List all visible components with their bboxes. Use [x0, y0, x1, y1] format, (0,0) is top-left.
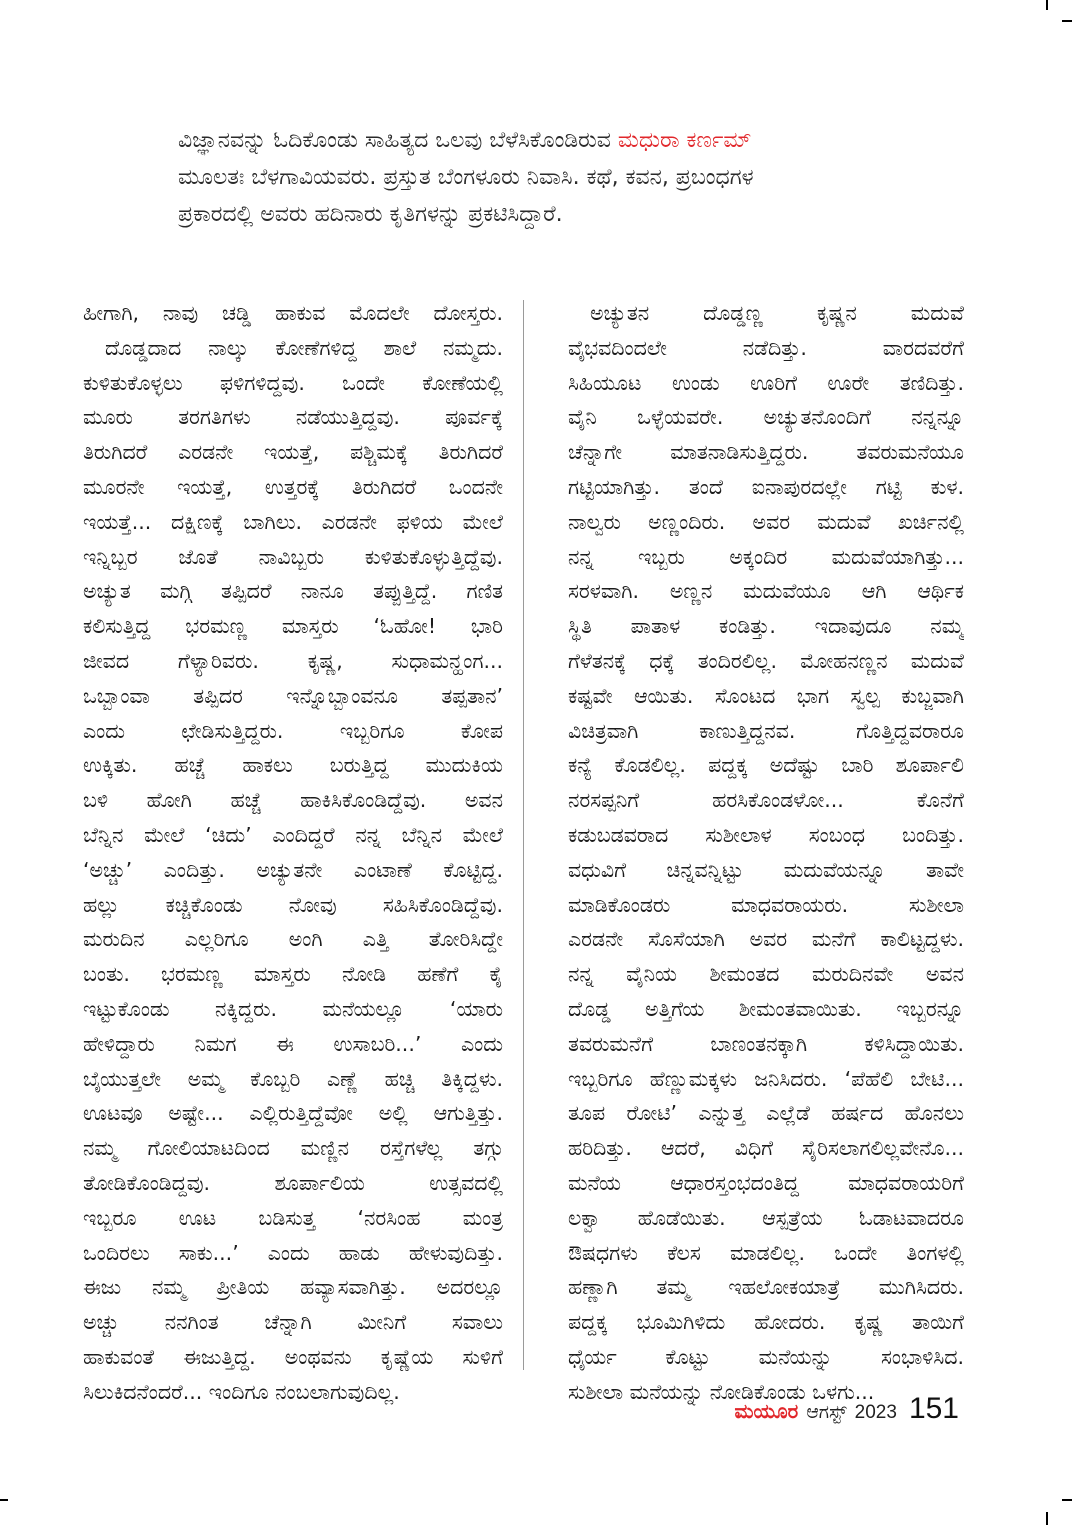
article-line: ನನ್ನ ಇಬ್ಬರು ಅಕ್ಕಂದಿರ ಮದುವೆಯಾಗಿತ್ತು... [568, 544, 964, 569]
article-line: ವಿಚಿತ್ರವಾಗಿ ಕಾಣುತ್ತಿದ್ದನವ. ಗೊತ್ತಿದ್ದವರಾರೂ [568, 718, 964, 743]
article-line: ಬಳಿ ಹೋಗಿ ಹಚ್ಚೆ ಹಾಕಿಸಿಕೊಂಡಿದ್ದೆವು. ಅವನ [83, 788, 503, 813]
article-line: ಇಯತ್ತೆ... ದಕ್ಷಿಣಕ್ಕೆ ಬಾಗಿಲು. ಎರಡನೇ ಫಳಿಯ ಮೇಲೆ [83, 509, 503, 534]
article-line: ಹಲ್ಲು ಕಚ್ಚಿಕೊಂಡು ನೋವು ಸಹಿಸಿಕೊಂಡಿದ್ದೆವು. [83, 892, 503, 917]
article-line: ಊಟವೂ ಅಷ್ಟೇ... ಎಲ್ಲಿರುತ್ತಿದ್ದೆವೋ ಅಲ್ಲಿ ಆಗುತ್ತಿತ್ತು. [83, 1101, 503, 1126]
article-line: ಗಟ್ಟಿಯಾಗಿತ್ತು. ತಂದೆ ಐನಾಪುರದಲ್ಲೇ ಗಟ್ಟಿ ಕುಳ. [568, 474, 964, 499]
article-line: ಕುಳಿತುಕೊಳ್ಳಲು ಫಳಿಗಳಿದ್ದವು. ಒಂದೇ ಕೋಣೆಯಲ್ಲಿ [83, 370, 503, 395]
article-line: ಹೇಳಿದ್ದಾರು ನಿಮಗ ಈ ಉಸಾಬರಿ...’ ಎಂದು [83, 1031, 503, 1056]
article-line: ತವರುಮನೆಗೆ ಬಾಣಂತನಕ್ಕಾಗಿ ಕಳಿಸಿದ್ದಾಯಿತು. [568, 1031, 964, 1056]
article-line: ನನ್ನ ವೈನಿಯ ಶೀಮಂತದ ಮರುದಿನವೇ ಅವನ [568, 962, 964, 987]
article-line: ಅಚ್ಯುತ ಮಗ್ಗಿ ತಪ್ಪಿದರೆ ನಾನೂ ತಪ್ಪುತ್ತಿದ್ದೆ. ಗಣಿತ [83, 579, 503, 604]
article-line: ಇಬ್ಬರೂ ಊಟ ಬಡಿಸುತ್ತ ‘ನರಸಿಂಹ ಮಂತ್ರ [83, 1205, 503, 1230]
article-line: ಇಬ್ಬರಿಗೂ ಹೆಣ್ಣುಮಕ್ಕಳು ಜನಿಸಿದರು. ‘ಪೆಹೆಲಿ ಬೇಟಿ... [568, 1066, 964, 1091]
article-line: ಚೆನ್ನಾಗೇ ಮಾತನಾಡಿಸುತ್ತಿದ್ದರು. ತವರುಮನೆಯೂ [568, 440, 964, 465]
author-intro [178, 122, 908, 233]
article-line: ಕಲಿಸುತ್ತಿದ್ದ ಭರಮಣ್ಣ ಮಾಸ್ತರು ‘ಓಹೋ! ಭಾರಿ [83, 614, 503, 639]
page-footer [734, 1392, 959, 1432]
article-line: ಸುಶೀಲಾ ಮನೆಯನ್ನು ನೋಡಿಕೊಂಡು ಒಳಗು... [568, 1379, 875, 1404]
article-line: ತೂಪ ರೋಟಿ’ ಎನ್ನುತ್ತ ಎಲ್ಲೆಡೆ ಹರ್ಷದ ಹೊನಲು [568, 1101, 964, 1126]
article-line: ಹರಿದಿತ್ತು. ಆದರೆ, ವಿಧಿಗೆ ಸೈರಿಸಲಾಗಲಿಲ್ಲವೇನೊ... [568, 1136, 964, 1161]
article-line: ನಾಲ್ವರು ಅಣ್ಣಂದಿರು. ಅವರ ಮದುವೆ ಖರ್ಚಿನಲ್ಲಿ [568, 509, 964, 534]
article-line: ಬೈಯುತ್ತಲೇ ಅಮ್ಮ ಕೊಬ್ಬರಿ ಎಣ್ಣೆ ಹಚ್ಚಿ ತಿಕ್ಕಿದ್ದಳು. [83, 1066, 503, 1091]
article-line: ನರಸಪ್ಪನಿಗೆ ಹರಸಿಕೊಂಡಳೋ... ಕೊನೆಗೆ [568, 788, 964, 813]
crop-mark-right-bottom [1062, 1499, 1072, 1501]
article-line: ಸ್ಥಿತಿ ಪಾತಾಳ ಕಂಡಿತ್ತು. ಇದಾವುದೂ ನಮ್ಮ [568, 614, 964, 639]
article-line: ‘ಅಚ್ಚು’ ಎಂದಿತ್ತು. ಅಚ್ಯುತನೇ ಎಂಟಾಣೆ ಕೊಟ್ಟಿದ್ದ. [83, 857, 503, 882]
article-line: ಬೆನ್ನಿನ ಮೇಲೆ ‘ಚಿದು’ ಎಂದಿದ್ದರೆ ನನ್ನ ಬೆನ್ನಿನ ಮೇಲೆ [83, 822, 503, 847]
article-line: ಸಿಹಿಯೂಟ ಉಂಡು ಊರಿಗೆ ಊರೇ ತಣಿದಿತ್ತು. [568, 370, 964, 395]
article-line: ಕಡುಬಡವರಾದ ಸುಶೀಲಾಳ ಸಂಬಂಧ ಬಂದಿತ್ತು. [568, 822, 964, 847]
article-line: ಮರುದಿನ ಎಲ್ಲರಿಗೂ ಅಂಗಿ ಎತ್ತಿ ತೋರಿಸಿದ್ದೇ [83, 927, 503, 952]
article-line: ಸಿಲುಕಿದನೆಂದರೆ... ಇಂದಿಗೂ ನಂಬಲಾಗುವುದಿಲ್ಲ. [83, 1379, 400, 1404]
issue-month: ಆಗಸ್ಟ್ [806, 1401, 847, 1423]
issue-year: 2023 [854, 1402, 897, 1423]
magazine-logo: ಮಯೂರ [734, 1399, 799, 1423]
article-line: ಹೀಗಾಗಿ, ನಾವು ಚಡ್ಡಿ ಹಾಕುವ ಮೊದಲೇ ದೋಸ್ತರು. [83, 301, 503, 325]
article-line: ಲಕ್ವಾ ಹೊಡೆಯಿತು. ಆಸ್ಪತ್ರೆಯ ಓಡಾಟವಾದರೂ [568, 1205, 964, 1230]
intro-line-3: ಪ್ರಕಾರದಲ್ಲಿ ಅವರು ಹದಿನಾರು ಕೃತಿಗಳನ್ನು ಪ್ರಕಟಿಸಿದ್ದಾರೆ. [178, 202, 563, 227]
article-line: ಉಕ್ಕಿತು. ಹಚ್ಚೆ ಹಾಕಲು ಬರುತ್ತಿದ್ದ ಮುದುಕಿಯ [83, 753, 503, 778]
article-line: ಕನ್ಯೆ ಕೊಡಲಿಲ್ಲ. ಪದ್ದಕ್ಕ ಅದೆಷ್ಟು ಬಾರಿ ಶೂರ್ಪಾಲಿ [568, 753, 964, 778]
intro-line-2: ಮೂಲತಃ ಬೆಳಗಾವಿಯವರು. ಪ್ರಸ್ತುತ ಬೆಂಗಳೂರು ನಿವಾಸಿ. ಕಥೆ, ಕವನ, ಪ್ರಬಂಧಗಳ [178, 165, 754, 190]
article-line: ವಧುವಿಗೆ ಚಿನ್ನವನ್ನಿಟ್ಟು ಮದುವೆಯನ್ನೂ ತಾವೇ [568, 857, 964, 882]
article-line: ಸರಳವಾಗಿ. ಅಣ್ಣನ ಮದುವೆಯೂ ಆಗಿ ಆರ್ಥಿಕ [568, 579, 964, 604]
article-line: ತೋಡಿಕೊಂಡಿದ್ದವು. ಶೂರ್ಪಾಲಿಯ ಉತ್ಸವದಲ್ಲಿ [83, 1170, 503, 1195]
article-column-left [83, 296, 503, 1410]
article-line: ವೈನಿ ಒಳ್ಳೆಯವರೇ. ಅಚ್ಯುತನೊಂದಿಗೆ ನನ್ನನ್ನೂ [568, 405, 964, 430]
article-line: ವೈಭವದಿಂದಲೇ ನಡೆದಿತ್ತು. ವಾರದವರೆಗೆ [568, 335, 964, 360]
column-divider [523, 300, 524, 1370]
article-line: ಕಷ್ಟವೇ ಆಯಿತು. ಸೊಂಟದ ಭಾಗ ಸ್ವಲ್ಪ ಕುಬ್ಜವಾಗಿ [568, 683, 964, 708]
article-line: ಬಂತು. ಭರಮಣ್ಣ ಮಾಸ್ತರು ನೋಡಿ ಹಣೆಗೆ ಕೈ [83, 962, 503, 987]
article-line: ಹಾಕುವಂತೆ ಈಜುತ್ತಿದ್ದ. ಅಂಥವನು ಕೃಷ್ಣೆಯ ಸುಳಿಗೆ [83, 1344, 503, 1369]
article-line: ನಮ್ಮ ಗೋಲಿಯಾಟದಿಂದ ಮಣ್ಣಿನ ರಸ್ತೆಗಳೆಲ್ಲ ತಗ್ಗು [83, 1136, 503, 1161]
author-name: ಮಧುರಾ ಕರ್ಣಮ್ [617, 128, 752, 153]
article-line: ಜೀವದ ಗೆಳ್ಯಾರಿವರು. ಕೃಷ್ಣ, ಸುಧಾಮನ್ಹಂಗ... [83, 648, 503, 673]
article-line: ಪದ್ದಕ್ಕ ಭೂಮಿಗಿಳಿದು ಹೋದರು. ಕೃಷ್ಣ ತಾಯಿಗೆ [568, 1310, 964, 1335]
article-line: ಎಂದು ಛೇಡಿಸುತ್ತಿದ್ದರು. ಇಬ್ಬರಿಗೂ ಕೋಪ [83, 718, 503, 743]
article-column-right [568, 296, 964, 1410]
article-line: ಮನೆಯ ಆಧಾರಸ್ತಂಭದಂತಿದ್ದ ಮಾಧವರಾಯರಿಗೆ [568, 1170, 964, 1195]
crop-mark-left-bottom [0, 1499, 8, 1501]
article-line: ಧೈರ್ಯ ಕೊಟ್ಟು ಮನೆಯನ್ನು ಸಂಭಾಳಿಸಿದ. [568, 1344, 964, 1369]
article-line: ಹಣ್ಣಾಗಿ ತಮ್ಮ ಇಹಲೋಕಯಾತ್ರೆ ಮುಗಿಸಿದರು. [568, 1275, 964, 1300]
crop-mark-right-top [1062, 20, 1072, 22]
article-line: ಒಬ್ಬಾಂವಾ ತಪ್ಪಿದರ ಇನ್ನೊಬ್ಬಾಂವನೂ ತಪ್ಪತಾನ’ [83, 683, 503, 708]
article-line: ಮೂರನೇ ಇಯತ್ತೆ, ಉತ್ತರಕ್ಕೆ ತಿರುಗಿದರೆ ಒಂದನೇ [83, 474, 503, 499]
crop-mark-bottom [1046, 1512, 1048, 1525]
article-line: ಈಜು ನಮ್ಮ ಪ್ರೀತಿಯ ಹವ್ಯಾಸವಾಗಿತ್ತು. ಅದರಲ್ಲೂ [83, 1275, 503, 1300]
crop-mark-top [1046, 0, 1048, 10]
article-line: ಮಾಡಿಕೊಂಡರು ಮಾಧವರಾಯರು. ಸುಶೀಲಾ [568, 892, 964, 917]
article-line: ಅಚ್ಚು ನನಗಿಂತ ಚೆನ್ನಾಗಿ ಮೀನಿಗೆ ಸವಾಲು [83, 1310, 503, 1335]
article-line: ಔಷಧಗಳು ಕೆಲಸ ಮಾಡಲಿಲ್ಲ. ಒಂದೇ ತಿಂಗಳಲ್ಲಿ [568, 1240, 964, 1265]
article-line: ಒಂದಿರಲು ಸಾಕು...’ ಎಂದು ಹಾಡು ಹೇಳುವುದಿತ್ತು. [83, 1240, 503, 1265]
intro-text: ವಿಜ್ಞಾನವನ್ನು ಓದಿಕೊಂಡು ಸಾಹಿತ್ಯದ ಒಲವು ಬೆಳೆಸಿಕೊಂಡಿರುವ [178, 128, 618, 153]
intro-line-1 [178, 122, 908, 159]
article-line: ತಿರುಗಿದರೆ ಎರಡನೇ ಇಯತ್ತೆ, ಪಶ್ಚಿಮಕ್ಕೆ ತಿರುಗಿದರೆ [83, 440, 503, 465]
article-line: ಇಟ್ಟುಕೊಂಡು ನಕ್ಕಿದ್ದರು. ಮನೆಯಲ್ಲೂ ‘ಯಾರು [83, 996, 503, 1021]
article-line: ಎರಡನೇ ಸೊಸೆಯಾಗಿ ಅವರ ಮನೆಗೆ ಕಾಲಿಟ್ಟದ್ದಳು. [568, 927, 964, 952]
article-line: ದೊಡ್ಡದಾದ ನಾಲ್ಕು ಕೋಣೆಗಳಿದ್ದ ಶಾಲೆ ನಮ್ಮದು. [105, 335, 503, 360]
article-line: ಮೂರು ತರಗತಿಗಳು ನಡೆಯುತ್ತಿದ್ದವು. ಪೂರ್ವಕ್ಕೆ [83, 405, 503, 430]
page-number: 151 [908, 1392, 959, 1425]
article-line: ದೊಡ್ಡ ಅತ್ತಿಗೆಯ ಶೀಮಂತವಾಯಿತು. ಇಬ್ಬರನ್ನೂ [568, 996, 964, 1021]
article-line: ಅಚ್ಯುತನ ದೊಡ್ಡಣ್ಣ ಕೃಷ್ಣನ ಮದುವೆ [590, 301, 964, 325]
article-line: ಗೆಳೆತನಕ್ಕೆ ಧಕ್ಕೆ ತಂದಿರಲಿಲ್ಲ. ಮೋಹನಣ್ಣನ ಮದುವೆ [568, 648, 964, 673]
article-line: ಇನ್ನಿಬ್ಬರ ಜೊತೆ ನಾವಿಬ್ಬರು ಕುಳಿತುಕೊಳ್ಳುತ್ತಿದ್ದೆವು. [83, 544, 503, 569]
